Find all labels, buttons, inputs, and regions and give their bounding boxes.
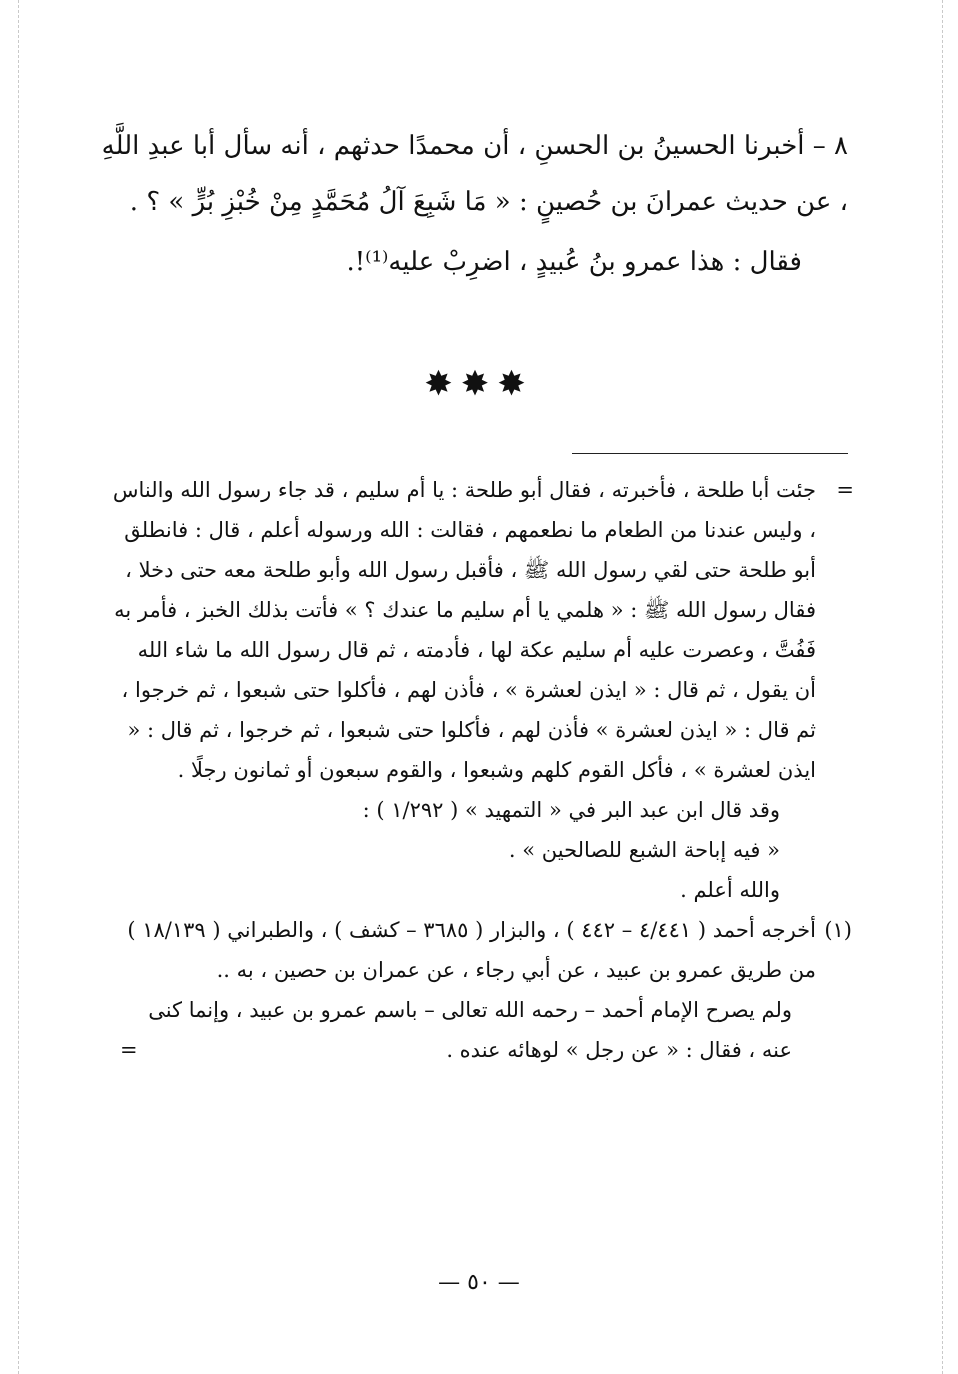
hadith-paragraph: ٨ – أخبرنا الحسينُ بن الحسنِ ، أن محمدًا حدثهم ، أنه سأل أبا عبدِ اللَّهِ ، عن حديث عمرانَ بن حُصينٍ : « مَا شَبِعَ آلُ مُحَمَّدٍ مِنْ خُبْزِ بُرٍّ » ؟ . [101, 131, 848, 217]
closing-line: والله أعلم . [680, 878, 780, 902]
quote-intro: وقد قال ابن عبد البر في « التمهيد » ( ١/٢٩٢ ) : [362, 798, 780, 822]
quote-line: فقال : هذا عمرو بنُ عُبيدٍ ، اضرِبْ عليه⁽¹⁾!. [346, 247, 802, 277]
footnote-continuation: جئت أبا طلحة ، فأخبرته ، فقال أبو طلحة : يا أم سليم ، قد جاء رسول الله والناس ، وليس عندنا من الطعام ما نطعمهم ، فقالت : الله ورسوله أعلم ، قال : فانطلق أبو طلحة حتى لقي رسول الله ﷺ ، فأقبل رسول الله وأبو طلحة معه حتى دخلا ، فقال رسول الله ﷺ : « هلمي يا أم سليم ما عندك ؟ » فأتت بذلك الخبز ، فأمر به فَفُتَّ ، وعصرت عليه أم سليم عكة لها ، فأدمته ، ثم قال رسول الله ما شاء الله أن يقول ، ثم قال : « ايذن لعشرة » ، فأذن لهم ، فأكلوا حتى شبعوا ، ثم خرجوا ، ثم قال : « ايذن لعشرة » فأذن لهم ، فأكلوا حتى شبعوا ، ثم خرجوا ، ثم قال : « ايذن لعشرة » ، فأكل القوم كلهم وشبعوا ، والقوم سبعون أو ثمانون رجلًا . [112, 478, 816, 782]
footnote-number: (١) [824, 918, 852, 942]
footnote-rule [572, 453, 848, 454]
footnotes [112, 470, 852, 1070]
scan-edge-right [942, 0, 943, 1374]
main-text [100, 118, 848, 290]
continued-mark: = [836, 478, 854, 502]
scan-edge-left [18, 0, 19, 1374]
footnote-text: أخرجه أحمد ( ٤/٤٤١ – ٤٤٢ ) ، والبزار ( ٣٦٨٥ – كشف ) ، والطبراني ( ١٨/١٣٩ ) من طريق عمرو بن عبيد ، عن أبي رجاء ، عن عمران بن حصين ، به .. [127, 918, 816, 982]
quote-text: « فيه إباحة الشبع للصالحين » . [508, 838, 780, 862]
footnote-text-2: ولم يصرح الإمام أحمد – رحمه الله تعالى – باسم عمرو بن عبيد ، وإنما كنى عنه ، فقال : « عن رجل » لوهائه عنده . [148, 998, 792, 1062]
continues-mark: = [120, 1038, 138, 1062]
section-separator: ✸✸✸ [424, 364, 534, 404]
footnote-1 [112, 910, 852, 1070]
page-number: — ٥٠ — [438, 1270, 520, 1295]
